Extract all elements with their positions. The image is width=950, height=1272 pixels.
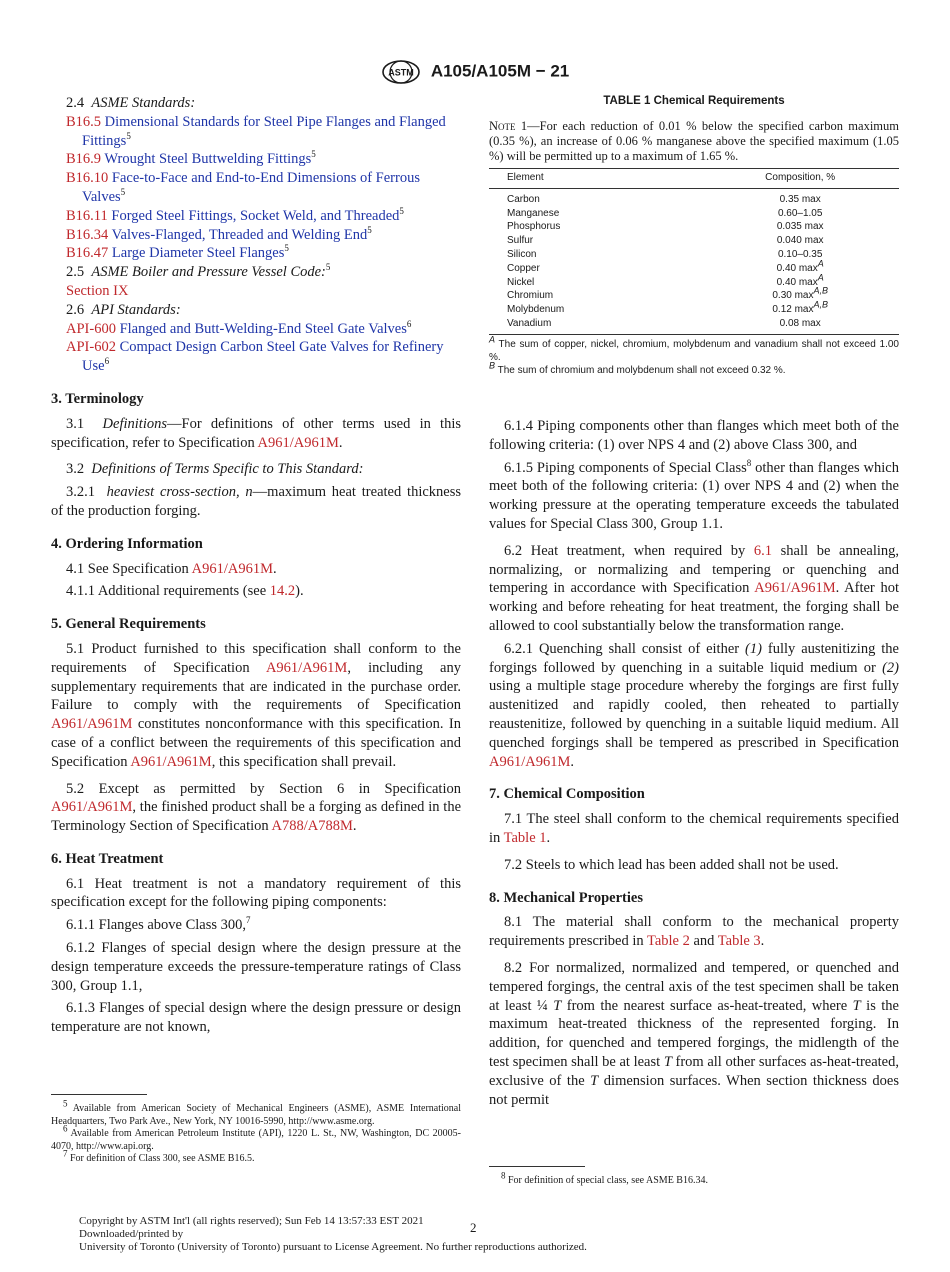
api-reference-list [51, 320, 461, 376]
para-3-1: 3.1 Definitions—For definitions of other terms used in this specification, refer to Specification A961/A961M. [51, 415, 462, 451]
element-cell: Nickel [507, 276, 535, 288]
heading-chemical-composition: 7. Chemical Composition [489, 786, 645, 803]
table-row [489, 188, 899, 206]
table-row [489, 262, 899, 276]
reference-b16-47[interactable]: B16.47 Large Diameter Steel Flanges$^5$ [66, 243, 289, 262]
para-6-1: 6.1 Heat treatment is not a mandatory requirement of this specification except for the following piping components: [51, 875, 461, 911]
composition-cell: 0.40 $\max^A$ [776, 272, 824, 288]
section-2-6: 2.6 API Standards: [66, 301, 181, 318]
heading-ordering-information: 4. Ordering Information [51, 535, 203, 552]
link-table-3[interactable]: Table 3 [717, 933, 761, 950]
composition-cell: 0.10–0.35 [777, 248, 823, 260]
table-row [489, 234, 899, 248]
page-footer [79, 1215, 899, 1254]
link-a961[interactable]: A961/A961M [51, 716, 133, 733]
para-6-1-5: 6.1.5 Piping components of Special Class$^8$ other than flanges which meet both of the following criteria: (1) over NPS 4 and (2) when the working pressure at the operating temperature exceeds the tabulated values for Special Class 300, Group 1.1. [489, 457, 899, 532]
table-row [489, 220, 899, 234]
link-a788[interactable]: A788/A788M [271, 818, 353, 835]
heading-heat-treatment: 6. Heat Treatment [51, 850, 164, 867]
section-2-4: 2.4 ASME Standards: [66, 95, 196, 111]
table-row [489, 248, 899, 262]
page-header [0, 60, 950, 84]
link-a961[interactable]: A961/A961M [257, 434, 339, 451]
page-number: 2 [470, 1220, 477, 1235]
para-7-1: 7.1 The steel shall conform to the chemical requirements specified in Table 1. [489, 811, 899, 846]
table-footnote-b: $^B$ The sum of chromium and molybdenum shall not exceed 0.32 %. [489, 360, 786, 376]
footnote-rule [489, 1166, 585, 1167]
composition-cell: 0.035 max [776, 221, 824, 233]
composition-cell: 0.40 $\max^A$ [776, 258, 824, 274]
para-8-2: 8.2 For normalized, normalized and tempered, or quenched and tempered forgings, the central axis of the test specimen shall be taken at least ¼ T from the nearest surface as-heat-treated, where T is the maximum heat-treated thickness of the represented forging. In addition, for quenched and tempered forgings, the midlength of the test specimen shall be at least T from all other surfaces as-heat-treated, exclusive of the T dimension surfaces. When section thickness does not permit [489, 959, 899, 1108]
link-a961[interactable]: A961/A961M [51, 799, 133, 816]
para-4-1: 4.1 See Specification A961/A961M. [66, 560, 277, 577]
svg-text:ASTM: ASTM [387, 67, 414, 78]
element-cell: Copper [507, 262, 540, 274]
table-note: Note 1—For each reduction of 0.01 % below the specified carbon maximum (0.35 %), an increase of 0.06 % manganese above the specified maximum (1.05 %) will be permitted up to a maximum of 1.65 %. [489, 119, 899, 163]
footnote-rule [51, 1094, 147, 1095]
link-a961[interactable]: A961/A961M [130, 753, 212, 770]
footnote-7: $^7$ For definition of Class 300, see ASME B16.5. [63, 1148, 255, 1164]
para-8-1: 8.1 The material shall conform to the mechanical property requirements prescribed in Table 2 and Table 3. [489, 914, 899, 950]
heading-mechanical-properties: 8. Mechanical Properties [489, 889, 643, 906]
para-5-1: 5.1 Product furnished to this specification shall conform to the requirements of Specification A961/A961M, including any supplementary requirements that are indicated in the purchase order. Failure to comply with the requirements of Specification A961/A961M constitutes nonconformance with this specification. In case of a conflict between the requirements of this specification and Specification A961/A961M, this specification shall prevail. [51, 640, 461, 770]
composition-cell: 0.040 max [776, 235, 824, 247]
para-4-1-1: 4.1.1 Additional requirements (see 14.2). [66, 583, 304, 600]
composition-cell: 0.60–1.05 [777, 207, 823, 219]
element-cell: Sulfur [507, 235, 534, 247]
para-3-2-1: 3.2.1 heaviest cross-section, n—maximum heat treated thickness of the production forging. [51, 484, 462, 519]
element-cell: Phosphorus [507, 221, 561, 233]
element-cell: Carbon [507, 193, 540, 205]
link-a961[interactable]: A961/A961M [265, 659, 348, 676]
footnote-8: $^8$ For definition of special class, see ASME B16.34. [501, 1170, 708, 1186]
table-row [489, 317, 899, 334]
table-1-block [489, 95, 899, 377]
para-5-2: 5.2 Except as permitted by Section 6 in Specification A961/A961M, the finished product shall be a forging as defined in the Terminology Section of Specification A788/A788M. [51, 780, 461, 835]
astm-logo-icon [381, 60, 421, 84]
reference-b16-9[interactable]: B16.9 Wrought Steel Buttwelding Fittings$^5$ [66, 149, 316, 168]
element-cell: Silicon [507, 248, 537, 260]
footnote-5: $^5$ Available from American Society of Mechanical Engineers (ASME), ASME International Headquarters, Two Park Ave., New York, NY 10016-5990, http://www.asme.org. [51, 1098, 461, 1127]
column-header-composition: Composition, % [701, 169, 899, 189]
para-6-1-4: 6.1.4 Piping components other than flanges which meet both of the following criteria: (1) over NPS 4 and (2) above Class 300, and [489, 418, 899, 453]
license-line: University of Toronto (University of Toronto) pursuant to License Agreement. No further reproductions authorized. [79, 1241, 587, 1253]
left-footnotes [51, 1094, 461, 1166]
footnote-6: $^6$ Available from American Petroleum Institute (API), 1220 L. St., NW, Washington, DC 20005-4070, http://www.api.org. [51, 1123, 461, 1152]
para-6-2: 6.2 Heat treatment, when required by 6.1 shall be annealing, normalizing, or normalizing and tempering or quenching and tempering in accordance with Specification A961/A961M. After hot working and before reheating for heat treatment, the forging shall be allowed to cool substantially below the transformation range. [489, 542, 899, 634]
reference-api-600[interactable]: API-600 Flanged and Butt-Welding-End Steel Gate Valves$^6$ [66, 318, 412, 337]
composition-cell: 0.35 max [779, 193, 821, 205]
heading-general-requirements: 5. General Requirements [51, 616, 206, 633]
composition-cell: 0.30 $\max^{A,B}$ [772, 286, 829, 302]
right-column [489, 417, 899, 1113]
reference-b16-11[interactable]: B16.11 Forged Steel Fittings, Socket Weld, and Threaded$^5$ [66, 205, 404, 224]
link-6-1[interactable]: 6.1 [753, 542, 773, 559]
left-column [51, 94, 461, 1041]
reference-b16-10[interactable]: B16.10 Face-to-Face and End-to-End Dimensions of Ferrous Valves$^5$ [66, 170, 420, 205]
download-line: Downloaded/printed by [79, 1228, 184, 1240]
para-6-1-1: 6.1.1 Flanges above Class 300,$^7$ [66, 915, 251, 934]
table-header-row [489, 169, 899, 189]
composition-cell: 0.12 $\max^{A,B}$ [772, 299, 829, 316]
para-3-2: 3.2 Definitions of Terms Specific to This Standard: [66, 461, 364, 478]
reference-b16-5[interactable]: B16.5 Dimensional Standards for Steel Pipe Flanges and Flanged Fittings$^5$ [66, 113, 446, 149]
section-2-5: 2.5 ASME Boiler and Pressure Vessel Code:$^5$ [66, 262, 331, 281]
element-cell: Vanadium [489, 317, 701, 334]
heading-terminology: 3. Terminology [51, 390, 144, 407]
table-row [489, 289, 899, 303]
column-header-element: Element [489, 169, 701, 189]
chemical-requirements-table [489, 168, 899, 335]
table-row [489, 207, 899, 221]
link-14-2[interactable]: 14.2 [269, 583, 296, 600]
reference-b16-34[interactable]: B16.34 Valves-Flanged, Threaded and Welding End$^5$ [66, 224, 372, 243]
asme-reference-list [51, 113, 461, 263]
link-table-2[interactable]: Table 2 [646, 933, 690, 950]
document-title: A105/A105M − 21 [430, 61, 570, 81]
reference-section-ix[interactable]: Section IX [66, 282, 129, 299]
para-7-2: 7.2 Steels to which lead has been added shall not be used. [504, 856, 839, 873]
para-6-2-1: 6.2.1 Quenching shall consist of either (1) fully austenitizing the forgings followed by quenching in a suitable liquid medium or (2) using a multiple stage procedure whereby the forgings are first fully austenitized and rapidly cooled, then reheated to partially reaustenitize, followed by quenching in a suitable liquid medium. All quenched forgings shall be tempered as prescribed in Specification A961/A961M. [489, 640, 899, 770]
para-6-1-3: 6.1.3 Flanges of special design where the design pressure or design temperature are not known, [51, 1000, 461, 1036]
element-cell: Chromium [507, 290, 554, 302]
copyright-line: Copyright by ASTM Int'l (all rights reserved); Sun Feb 14 13:57:33 EST 2021 [79, 1215, 424, 1227]
table-title: TABLE 1 Chemical Requirements [603, 95, 785, 107]
element-cell: Molybdenum [507, 304, 565, 316]
reference-api-602[interactable]: API-602 Compact Design Carbon Steel Gate Valves for Refinery Use$^6$ [66, 339, 444, 375]
link-a961[interactable]: A961/A961M [754, 580, 836, 597]
element-cell: Manganese [507, 207, 560, 219]
right-footnotes [489, 1166, 899, 1188]
link-a961[interactable]: A961/A961M [191, 560, 274, 577]
para-6-1-2: 6.1.2 Flanges of special design where the design pressure at the design temperature exceeds the pressure-temperature ratings of Class 300, Group 1.1, [51, 940, 461, 994]
table-row [489, 303, 899, 317]
composition-cell: 0.08 max [701, 317, 899, 334]
link-a961[interactable]: A961/A961M [489, 753, 571, 770]
link-table-1[interactable]: Table 1 [503, 829, 547, 846]
table-footnote-a: $^A$ The sum of copper, nickel, chromium, molybdenum and vanadium shall not exceed 1.00 %. [489, 334, 899, 363]
table-row [489, 276, 899, 290]
